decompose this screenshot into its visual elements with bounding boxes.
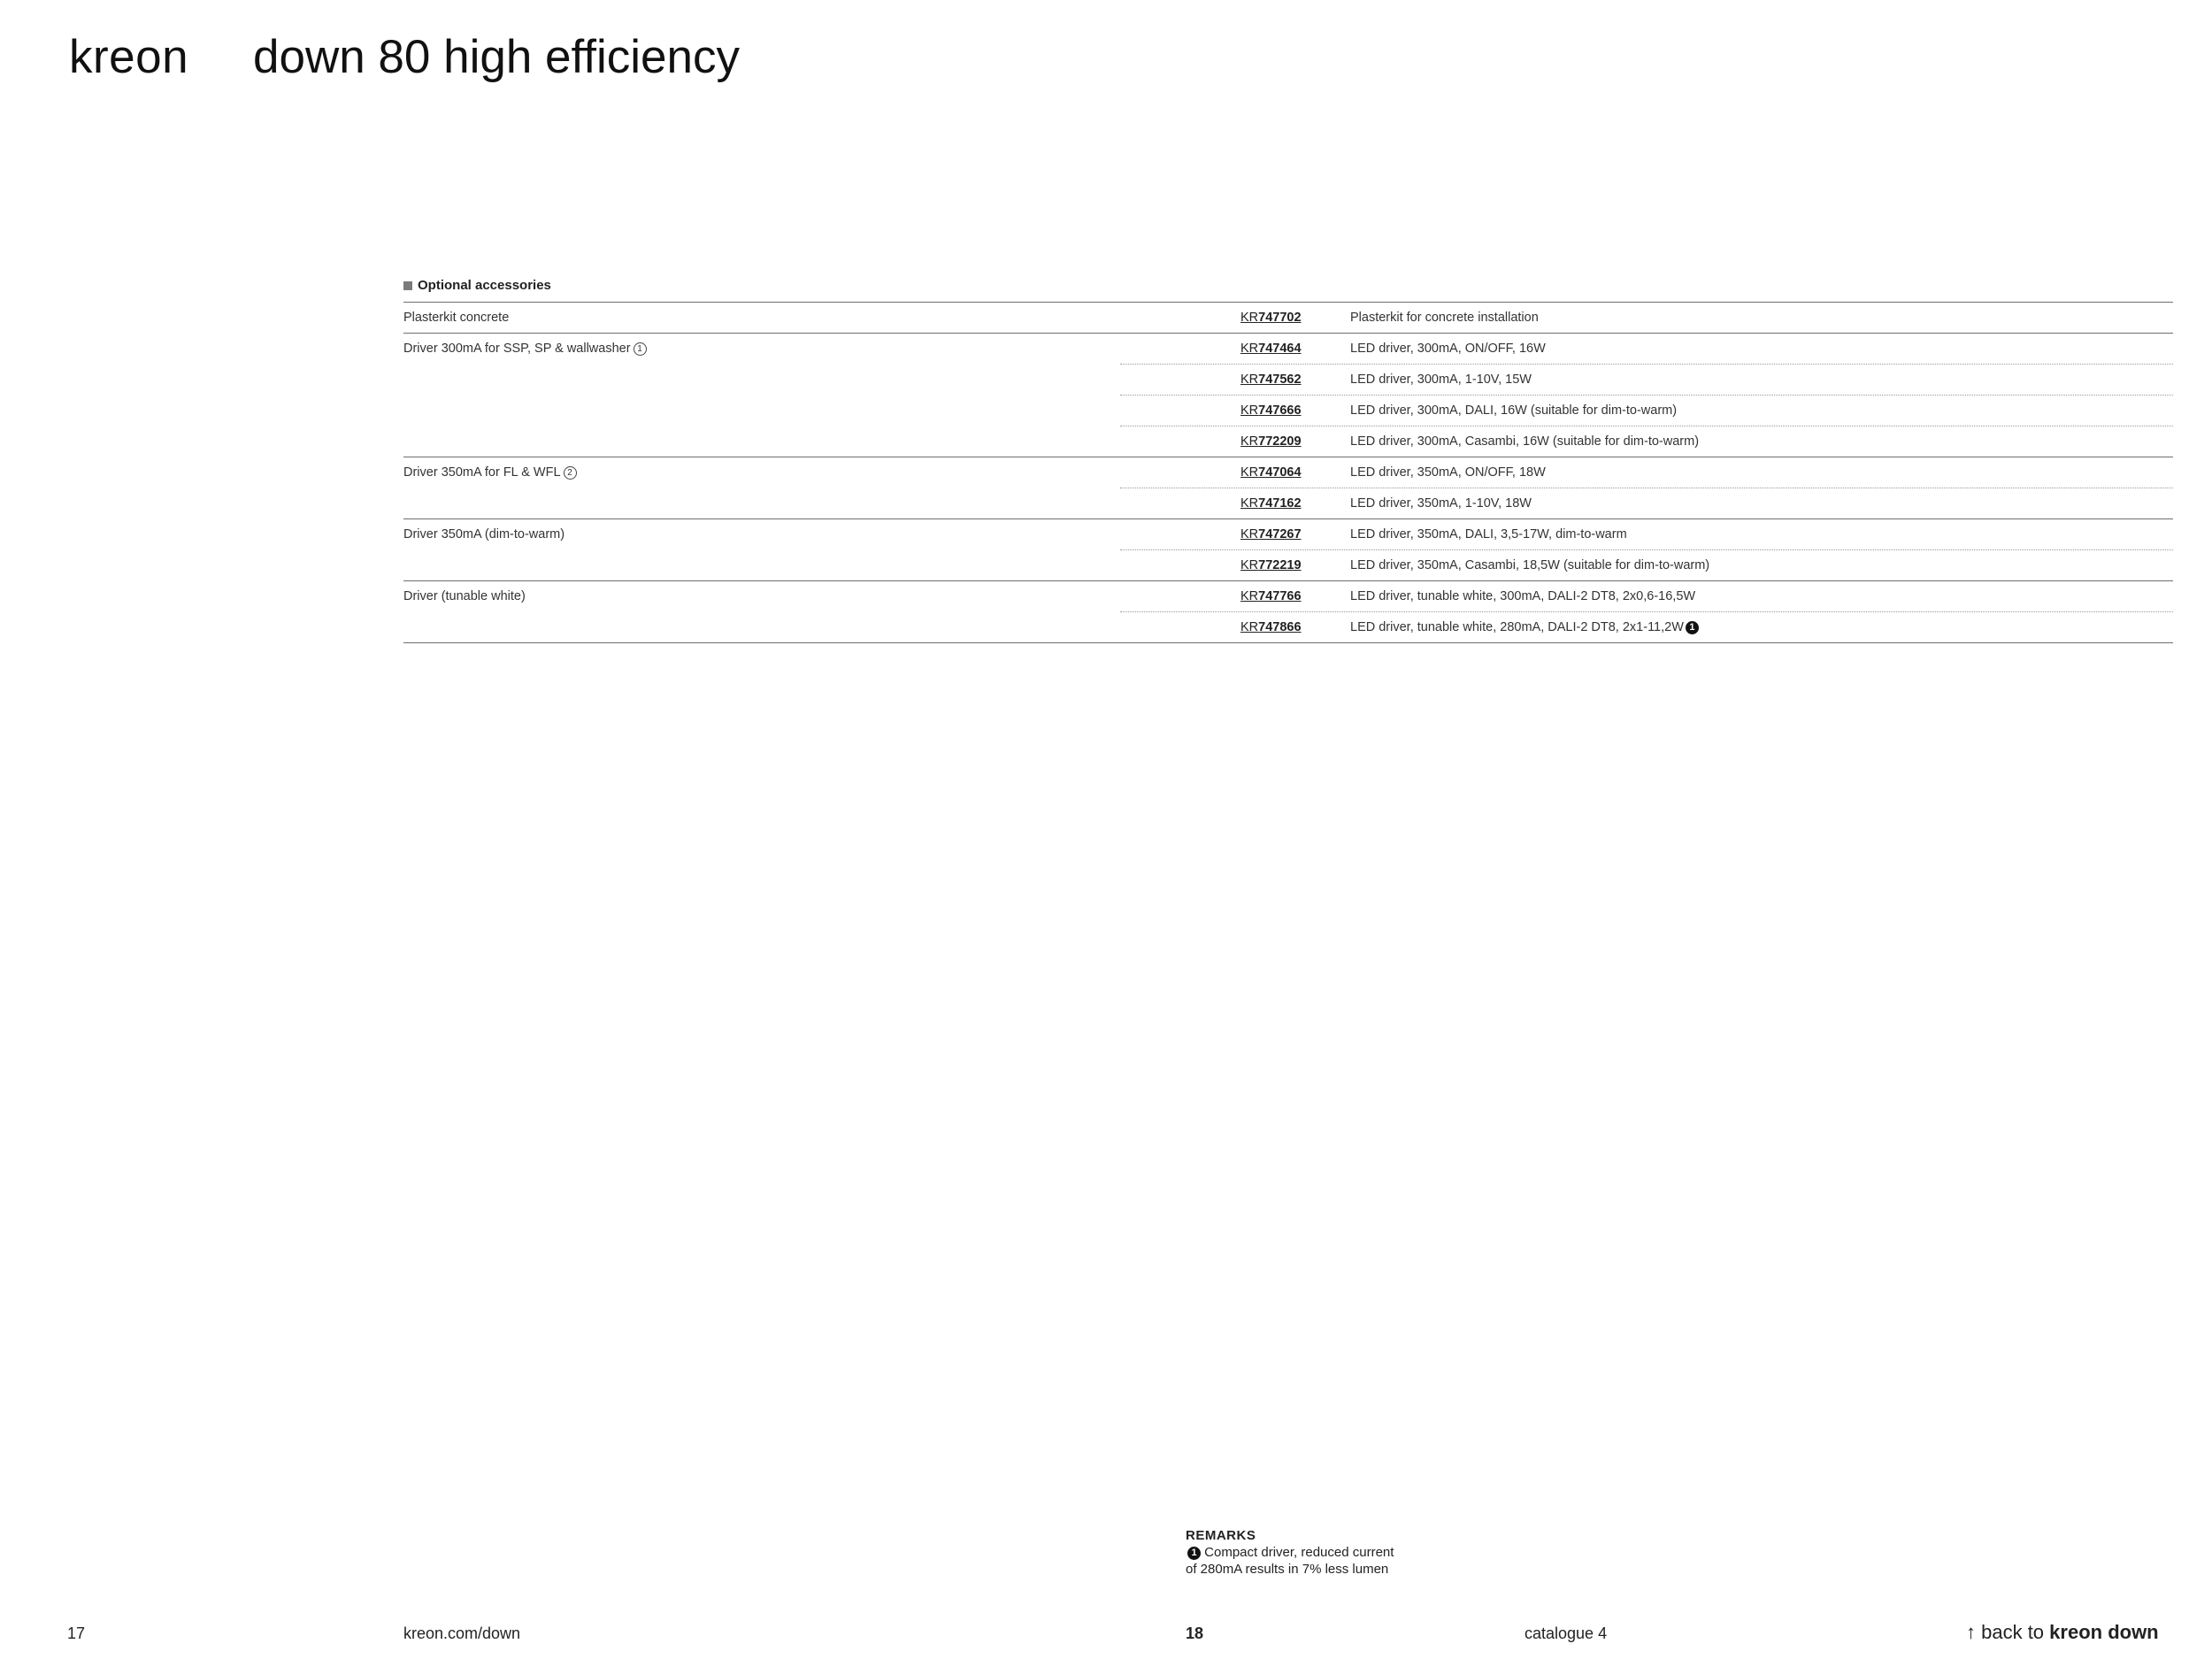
- article-description: [1350, 550, 1709, 580]
- table-row: [403, 334, 2173, 364]
- article-description-text: Plasterkit for concrete installation: [1350, 311, 1539, 325]
- article-code-link[interactable]: [1240, 612, 1302, 642]
- article-code-number: 747766: [1258, 589, 1302, 603]
- left-page-number: 17: [67, 1624, 86, 1642]
- section-heading-label: Optional accessories: [418, 278, 551, 293]
- note-marker-icon: 1: [1686, 621, 1699, 634]
- article-code-link[interactable]: [1240, 396, 1302, 426]
- accessory-group: [403, 303, 2173, 334]
- article-description-text: LED driver, 350mA, 1-10V, 18W: [1350, 496, 1532, 511]
- article-description-text: LED driver, tunable white, 300mA, DALI-2 DT8, 2x0,6-16,5W: [1350, 589, 1696, 603]
- remarks-body: Compact driver, reduced current of 280mA results in 7% less lumen: [1186, 1545, 1394, 1577]
- article-description: [1350, 396, 1677, 426]
- table-row: [1120, 488, 2173, 518]
- article-code-number: 747866: [1258, 620, 1302, 634]
- article-description-text: LED driver, tunable white, 280mA, DALI-2 DT8, 2x1-11,2W: [1350, 620, 1684, 634]
- table-row: [403, 581, 2173, 611]
- accessories-table: [403, 302, 2173, 643]
- article-description-text: LED driver, 350mA, DALI, 3,5-17W, dim-to-warm: [1350, 527, 1627, 541]
- article-description: [1350, 581, 1695, 611]
- article-code-link[interactable]: [1240, 426, 1302, 457]
- back-to-prefix: ↑ back to: [1966, 1621, 2045, 1643]
- article-description-text: LED driver, 300mA, 1-10V, 15W: [1350, 373, 1532, 387]
- group-label-text: Driver 350mA for FL & WFL: [403, 465, 561, 480]
- article-description-text: LED driver, 350mA, ON/OFF, 18W: [1350, 465, 1546, 480]
- footer-url-link[interactable]: kreon.com/down: [403, 1624, 521, 1642]
- article-description-text: LED driver, 300mA, DALI, 16W (suitable for dim-to-warm): [1350, 403, 1678, 418]
- article-code-number: 747464: [1258, 342, 1302, 356]
- article-description: [1350, 334, 1546, 364]
- circled-number-icon: 1: [634, 342, 647, 356]
- article-description-text: LED driver, 300mA, ON/OFF, 16W: [1350, 342, 1546, 356]
- article-description: [1350, 519, 1627, 549]
- remarks-text: [1186, 1544, 1398, 1578]
- brand-logo: kreon: [69, 31, 189, 83]
- article-code-number: 772219: [1258, 558, 1302, 572]
- article-code-prefix: KR: [1240, 373, 1259, 387]
- square-bullet-icon: [403, 281, 412, 290]
- accessory-group: [403, 519, 2173, 581]
- article-code-prefix: KR: [1240, 434, 1259, 449]
- remarks: [1186, 1527, 1398, 1578]
- right-page-number: 18: [1186, 1624, 1204, 1642]
- table-row: [1120, 426, 2173, 457]
- accessory-group: [403, 334, 2173, 457]
- table-row: [403, 519, 2173, 549]
- table-row: [403, 303, 2173, 333]
- article-code-number: 747267: [1258, 527, 1302, 541]
- article-code-prefix: KR: [1240, 589, 1259, 603]
- article-code-number: 747666: [1258, 403, 1302, 418]
- article-code-link[interactable]: [1240, 365, 1302, 395]
- table-row: [403, 457, 2173, 488]
- article-description: [1350, 612, 1699, 642]
- table-row: [1120, 364, 2173, 395]
- article-code-number: 747702: [1258, 311, 1302, 325]
- remarks-heading: REMARKS: [1186, 1528, 1256, 1543]
- article-code-number: 772209: [1258, 434, 1302, 449]
- article-description: [1350, 365, 1532, 395]
- group-label-text: Plasterkit concrete: [403, 311, 510, 325]
- article-description: [1350, 303, 1539, 333]
- article-code-link[interactable]: [1240, 457, 1302, 488]
- article-description: [1350, 457, 1546, 488]
- article-code-number: 747162: [1258, 496, 1302, 511]
- article-code-link[interactable]: [1240, 550, 1302, 580]
- article-code-link[interactable]: [1240, 519, 1302, 549]
- article-code-link[interactable]: [1240, 488, 1302, 518]
- article-code-prefix: KR: [1240, 496, 1259, 511]
- article-code-number: 747064: [1258, 465, 1302, 480]
- article-code-number: 747562: [1258, 373, 1302, 387]
- catalogue-label: catalogue 4: [1525, 1624, 1608, 1642]
- article-description-text: LED driver, 300mA, Casambi, 16W (suitable for dim-to-warm): [1350, 434, 1700, 449]
- article-code-prefix: KR: [1240, 403, 1259, 418]
- article-code-link[interactable]: [1240, 581, 1302, 611]
- article-description: [1350, 488, 1532, 518]
- circled-number-icon: 2: [564, 466, 577, 480]
- article-code-link[interactable]: [1240, 334, 1302, 364]
- group-label-text: Driver (tunable white): [403, 589, 526, 603]
- article-code-prefix: KR: [1240, 527, 1259, 541]
- article-code-prefix: KR: [1240, 465, 1259, 480]
- article-code-link[interactable]: [1240, 303, 1302, 333]
- table-row: [1120, 395, 2173, 426]
- article-code-prefix: KR: [1240, 342, 1259, 356]
- article-code-prefix: KR: [1240, 558, 1259, 572]
- page-title: down 80 high efficiency: [253, 31, 741, 83]
- accessory-group: [403, 581, 2173, 643]
- group-label-text: Driver 300mA for SSP, SP & wallwasher: [403, 342, 631, 356]
- note-marker-icon: 1: [1187, 1547, 1201, 1560]
- article-code-prefix: KR: [1240, 311, 1259, 325]
- article-code-prefix: KR: [1240, 620, 1259, 634]
- section-heading: [403, 278, 551, 293]
- group-label-text: Driver 350mA (dim-to-warm): [403, 527, 565, 541]
- back-to-link[interactable]: [1966, 1621, 2159, 1644]
- table-row: [1120, 549, 2173, 580]
- table-row: [1120, 611, 2173, 642]
- article-description: [1350, 426, 1699, 457]
- accessory-group: [403, 457, 2173, 519]
- article-description-text: LED driver, 350mA, Casambi, 18,5W (suitable for dim-to-warm): [1350, 558, 1710, 572]
- back-to-target: kreon down: [2049, 1621, 2159, 1643]
